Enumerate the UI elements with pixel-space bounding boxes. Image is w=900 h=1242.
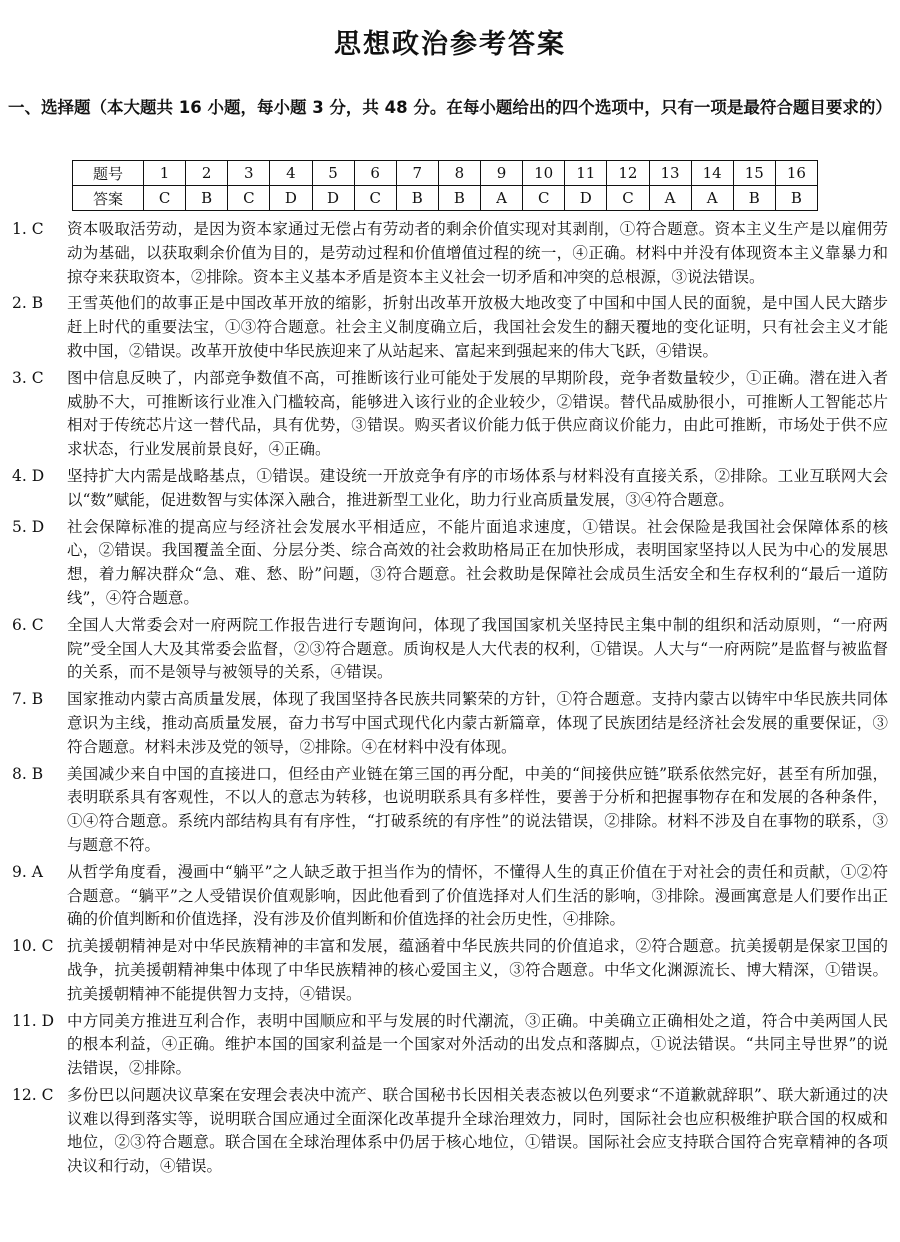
question-number-cell: 3 [228,161,270,186]
explanation-item [12,861,888,932]
explanation-label: 2. B [12,294,44,313]
section-heading: 一、选择题（本大题共 16 小题，每小题 3 分，共 48 分。在每小题给出的四个选项中，只有一项是最符合题目要求的） [8,98,892,117]
explanation-item [12,1084,888,1179]
explanation-text: 多份巴以问题决议草案在安理会表决中流产、联合国秘书长因相关表态被以色列要求“不道歉就辞职”、联大新通过的决议难以得到落实等，说明联合国应通过全面深化改革提升全球治理效力，同时，国际社会也应积极维护联合国的权威和地位，②③符合题意。联合国在全球治理体系中仍居于核心地位，①错误。国际社会应支持联合国符合宪章精神的各项决议和行动，④错误。 [67,1085,888,1176]
question-number-cell: 5 [312,161,354,186]
question-number-cell: 10 [523,161,565,186]
answer-table-answer-row [73,186,818,211]
page-title: 思想政治参考答案 [334,29,566,60]
explanation-item [12,1010,888,1081]
question-number-cell: 1 [144,161,186,186]
explanation-item [12,763,888,858]
explanation-text: 从哲学角度看，漫画中“躺平”之人缺乏敢于担当作为的情怀，不懂得人生的真正价值在于对社会的责任和贡献，①②符合题意。“躺平”之人受错误价值观影响，因此他看到了价值选择对人们生活的影响，③排除。漫画寓意是人们要作出正确的价值判断和价值选择，没有涉及价值判断和价值选择的社会历史性，④排除。 [67,862,888,929]
question-number-cell: 13 [649,161,691,186]
explanation-text: 中方同美方推进互利合作，表明中国顺应和平与发展的时代潮流，③正确。中美确立正确相处之道，符合中美两国人民的根本利益，④正确。维护本国的国家利益是一个国家对外活动的出发点和落脚点，①说法错误。“共同主导世界”的说法错误，②排除。 [67,1011,888,1078]
question-number-cell: 7 [396,161,438,186]
answer-letter-cell: A [691,186,733,211]
explanation-item [12,614,888,685]
explanation-item [12,292,888,363]
explanation-label: 11. D [12,1011,55,1030]
question-number-cell: 16 [775,161,817,186]
answer-letter-cell: C [607,186,649,211]
question-number-cell: 9 [481,161,523,186]
explanation-text: 坚持扩大内需是战略基点，①错误。建设统一开放竞争有序的市场体系与材料没有直接关系，②排除。工业互联网大会以“数”赋能，促进数智与实体深入融合，推进新型工业化，助力行业高质量发展，③④符合题意。 [67,466,888,509]
question-number-cell: 8 [438,161,480,186]
explanation-item [12,935,888,1006]
explanation-text: 社会保障标准的提高应与经济社会发展水平相适应，不能片面追求速度，①错误。社会保险是我国社会保障体系的核心，②错误。我国覆盖全面、分层分类、综合高效的社会救助格局正在加快形成，表明国家坚持以人民为中心的发展思想，着力解决群众“急、难、愁、盼”问题，③符合题意。社会救助是保障社会成员生活安全和生存权利的“最后一道防线”，④符合题意。 [67,517,888,607]
row-label-answer: 答案 [73,186,144,211]
explanation-item [12,367,888,462]
explanation-label: 9. A [12,862,43,881]
question-number-cell: 2 [186,161,228,186]
explanation-label: 1. C [12,220,44,238]
question-number-cell: 6 [354,161,396,186]
question-number-cell: 11 [565,161,607,186]
answer-letter-cell: D [312,186,354,211]
explanation-label: 5. D [12,517,45,536]
explanation-item [12,688,888,759]
answer-letter-cell: A [649,186,691,211]
explanation-text: 美国减少来自中国的直接进口，但经由产业链在第三国的再分配，中美的“间接供应链”联系依然完好，甚至有所加强，表明联系具有客观性，不以人的意志为转移，也说明联系具有多样性，要善于分析和把握事物存在和发展的各种条件，①④符合题意。系统内部结构具有有序性，“打破系统的有序性”的说法错误，②排除。材料不涉及自在事物的联系，③与题意不符。 [67,764,888,854]
explanation-item [12,218,888,289]
answer-letter-cell: B [396,186,438,211]
answer-letter-cell: C [144,186,186,211]
explanation-label: 4. D [12,466,45,485]
question-number-cell: 12 [607,161,649,186]
explanation-text: 王雪英他们的故事正是中国改革开放的缩影，折射出改革开放极大地改变了中国和中国人民的面貌，是中国人民大踏步赶上时代的重要法宝，①③符合题意。社会主义制度确立后，我国社会发生的翻天覆地的变化证明，只有社会主义才能救中国，②错误。改革开放使中华民族迎来了从站起来、富起来到强起来的伟大飞跃，④错误。 [67,294,888,360]
explanation-item [12,465,888,513]
explanation-label: 10. C [12,937,54,956]
answer-letter-cell: B [733,186,775,211]
answer-letter-cell: C [228,186,270,211]
answer-letter-cell: B [438,186,480,211]
explanation-label: 3. C [12,368,44,387]
answer-letter-cell: A [481,186,523,211]
question-number-cell: 4 [270,161,312,186]
explanation-label: 7. B [12,690,44,709]
question-number-cell: 15 [733,161,775,186]
explanation-label: 6. C [12,615,44,634]
answer-letter-cell: B [775,186,817,211]
answer-letter-cell: D [565,186,607,211]
explanation-text: 国家推动内蒙古高质量发展，体现了我国坚持各民族共同繁荣的方针，①符合题意。支持内蒙古以铸牢中华民族共同体意识为主线，推动高质量发展，奋力书写中国式现代化内蒙古新篇章，体现了民族团结是经济社会发展的重要保证，③符合题意。材料未涉及党的领导，②排除。④在材料中没有体现。 [67,690,888,756]
explanation-list [12,218,888,1182]
explanation-item [12,516,888,611]
answer-letter-cell: B [186,186,228,211]
row-label-number: 题号 [73,161,144,186]
question-number-cell: 14 [691,161,733,186]
explanation-label: 8. B [12,764,44,783]
explanation-text: 全国人大常委会对一府两院工作报告进行专题询问，体现了我国国家机关坚持民主集中制的组织和活动原则，“一府两院”受全国人大及其常委会监督，②③符合题意。质询权是人大代表的权利，①错误。人大与“一府两院”是监督与被监督的关系，而不是领导与被领导的关系，④错误。 [67,615,888,682]
explanation-label: 12. C [12,1085,54,1104]
answer-letter-cell: C [354,186,396,211]
answer-table [72,160,818,211]
answer-letter-cell: C [523,186,565,211]
explanation-text: 资本吸取活劳动，是因为资本家通过无偿占有劳动者的剩余价值实现对其剥削，①符合题意。资本主义生产是以雇佣劳动为基础，以获取剩余价值为目的，是劳动过程和价值增值过程的统一，④正确。材料中并没有体现资本主义靠暴力和掠夺来获取资本，②排除。资本主义基本矛盾是资本主义社会一切矛盾和冲突的总根源，③说法错误。 [67,220,888,286]
answer-table-number-row [73,161,818,186]
explanation-text: 抗美援朝精神是对中华民族精神的丰富和发展，蕴涵着中华民族共同的价值追求，②符合题意。抗美援朝是保家卫国的战争，抗美援朝精神集中体现了中华民族精神的核心爱国主义，③符合题意。中华文化渊源流长、博大精深，①错误。抗美援朝精神不能提供智力支持，④错误。 [67,937,888,1003]
answer-letter-cell: D [270,186,312,211]
explanation-text: 图中信息反映了，内部竞争数值不高，可推断该行业可能处于发展的早期阶段，竞争者数量较少，①正确。潜在进入者威胁不大，可推断该行业准入门槛较高，能够进入该行业的企业较少，②错误。替代品威胁很小，可推断人工智能芯片相对于传统芯片这一替代品，具有优势，③错误。购买者议价能力低于供应商议价能力，由此可推断，市场处于供不应求状态，行业发展前景良好，④正确。 [67,368,888,459]
